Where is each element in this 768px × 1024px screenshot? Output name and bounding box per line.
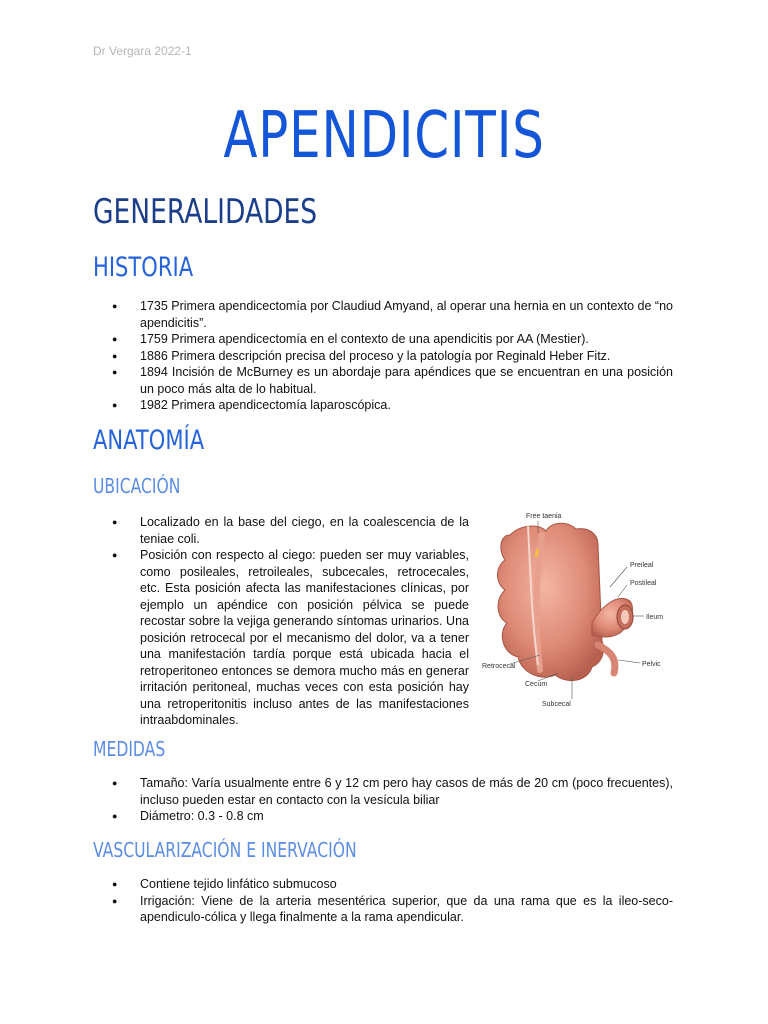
label-postileal: Postileal xyxy=(630,580,657,587)
label-retrocecal: Retrocecal xyxy=(482,663,516,670)
list-item: ● 1886 Primera descripción precisa del proceso y la patología por Reginald Heber Fitz. xyxy=(112,348,673,365)
historia-list xyxy=(112,298,673,414)
document-title: APENDICITIS xyxy=(223,99,545,173)
label-subcecal: Subcecal xyxy=(542,701,571,708)
heading-ubicacion: UBICACIÓN xyxy=(93,474,181,498)
list-item: ● 1982 Primera apendicectomía laparoscópica. xyxy=(112,397,673,414)
appendix-illustration xyxy=(480,505,680,715)
list-item: ● 1735 Primera apendicectomía por Claudiud Amyand, al operar una hernia en un contexto de “no apendicitis”. xyxy=(112,298,673,331)
label-cecum: Cecum xyxy=(525,681,548,688)
list-item: ● Tamaño: Varía usualmente entre 6 y 12 cm pero hay casos de más de 20 cm (poco frecuentes), incluso pueden estar en contacto con la vesícula biliar xyxy=(112,775,673,808)
heading-generalidades: GENERALIDADES xyxy=(93,192,318,232)
heading-vascularizacion: VASCULARIZACIÓN E INERVACIÓN xyxy=(93,838,357,862)
list-item: ● 1759 Primera apendicectomía en el contexto de una apendicitis por AA (Mestier). xyxy=(112,331,673,348)
vascularizacion-list xyxy=(112,876,673,926)
label-preileal: Preileal xyxy=(630,562,654,569)
list-item: ● Contiene tejido linfático submucoso xyxy=(112,876,673,893)
list-item: ● Irrigación: Viene de la arteria mesentérica superior, que da una rama que es la ileo-seco-apendiculo-cólica y llega finalmente a la rama apendicular. xyxy=(112,893,673,926)
heading-anatomia: ANATOMÍA xyxy=(93,425,205,456)
appendix-positions-figure xyxy=(480,505,680,715)
heading-historia: HISTORIA xyxy=(93,252,194,283)
medidas-list xyxy=(112,775,673,825)
heading-medidas: MEDIDAS xyxy=(93,737,166,761)
label-ileum: Ileum xyxy=(646,614,664,621)
list-item: ● 1894 Incisión de McBurney es un abordaje para apéndices que se encuentran en una posición un poco más alta de lo habitual. xyxy=(112,364,673,397)
label-free-taenia: Free taenia xyxy=(526,513,562,520)
header-note: Dr Vergara 2022-1 xyxy=(93,44,192,58)
list-item: ● Diámetro: 0.3 - 0.8 cm xyxy=(112,808,673,825)
list-item: ● Localizado en la base del ciego, en la coalescencia de la teniae coli. xyxy=(112,514,469,547)
ubicacion-list xyxy=(112,514,469,729)
list-item: ● Posición con respecto al ciego: pueden ser muy variables, como posileales, retroileales, subcecales, retrocecales, etc. Esta posición afecta las manifestaciones clínicas, por ejemplo un apéndice con posición pélvica se puede recostar sobre la vejiga generando síntomas urinarios. Una posición retrocecal por el mecanismo del dolor, va a tener una manifestación tardía porque está ubicada hacia el retroperitoneo entonces se demora mucho más en generar irritación peritoneal, muchas veces con esta posición hay una retroperitonitis incluso antes de las manifestaciones intraabdominales. xyxy=(112,547,469,729)
label-pelvic: Pelvic xyxy=(642,661,661,668)
